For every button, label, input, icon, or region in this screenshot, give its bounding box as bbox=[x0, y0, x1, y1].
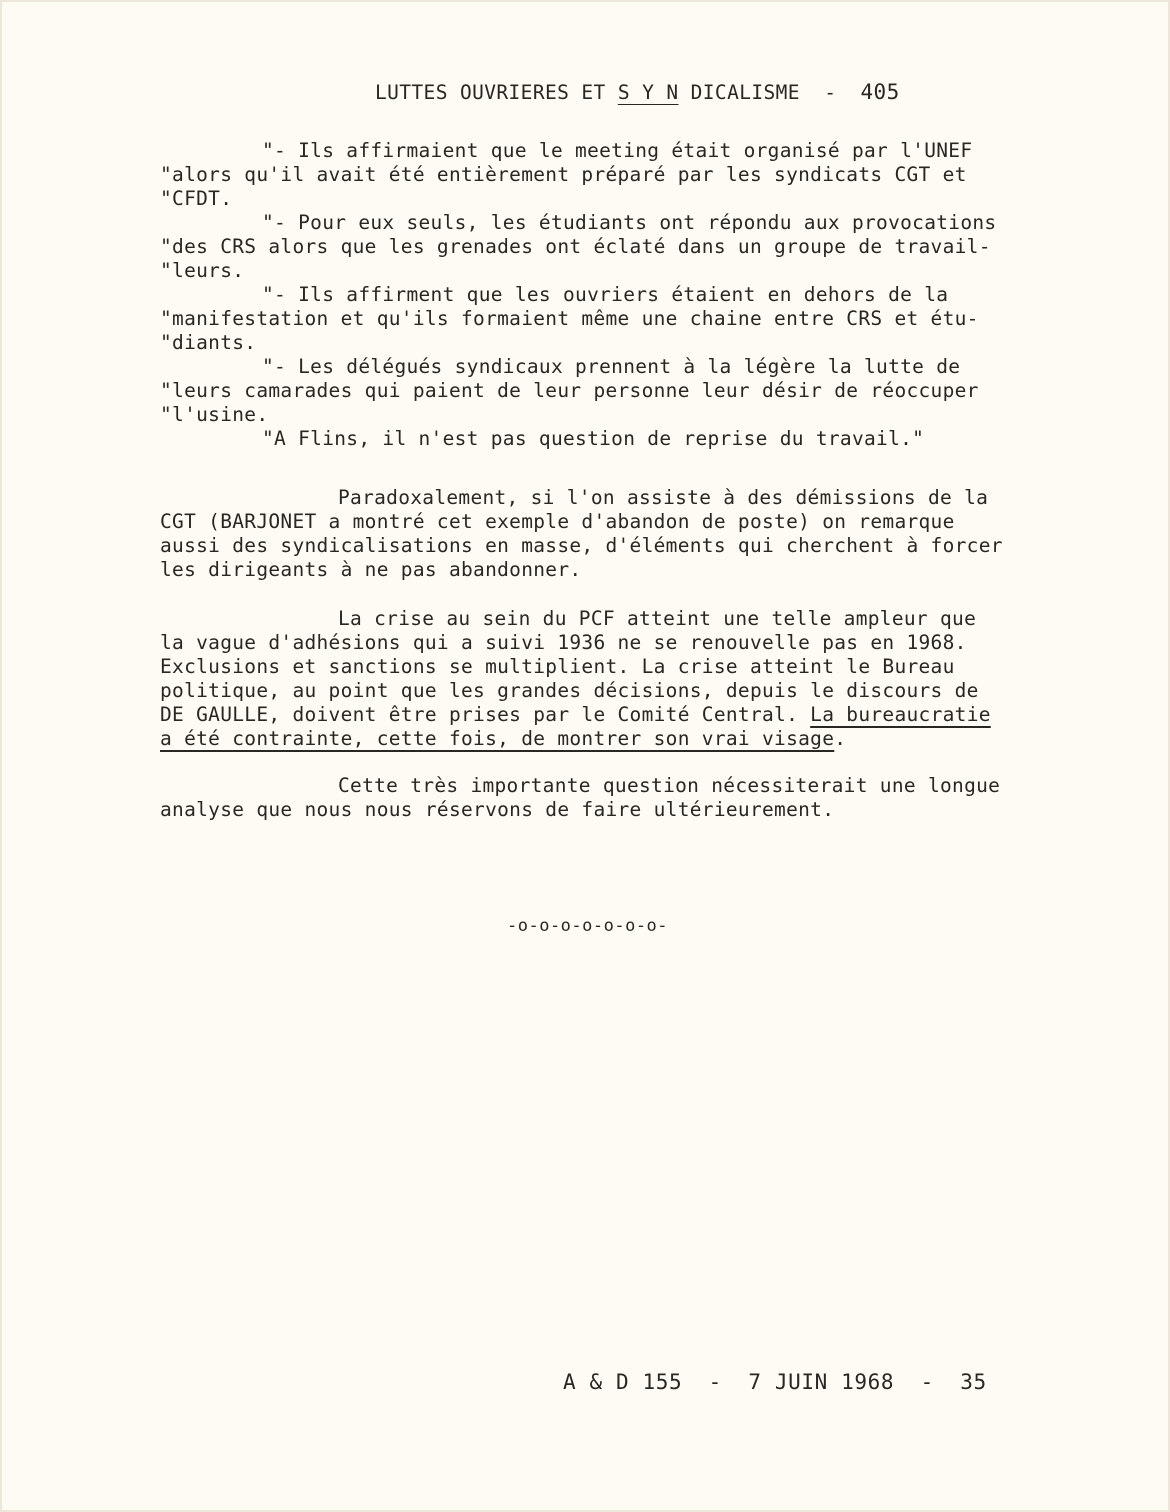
paragraph-line: La crise au sein du PCF atteint une telle ampleur que bbox=[338, 607, 977, 630]
quote-line: "l'usine. bbox=[160, 403, 269, 426]
quote-line: "A Flins, il n'est pas question de reprise du travail." bbox=[262, 427, 925, 450]
underlined-text: La bureaucratie bbox=[810, 703, 991, 726]
paragraph-text: DE GAULLE, doivent être prises par le Comité Central. bbox=[160, 703, 811, 726]
paragraph-line: la vague d'adhésions qui a suivi 1936 ne se renouvelle pas en 1968. bbox=[160, 631, 967, 654]
section-separator: -o-o-o-o-o-o-o- bbox=[507, 916, 669, 936]
page-footer: A & D 155 - 7 JUIN 1968 - 35 bbox=[563, 1370, 987, 1394]
quote-line: "CFDT. bbox=[160, 187, 233, 210]
quote-line: "manifestation et qu'ils formaient même une chaine entre CRS et étu- bbox=[160, 307, 979, 330]
header-title-underlined: S Y N bbox=[617, 81, 679, 104]
quote-line: "leurs. bbox=[160, 259, 245, 282]
header-title-left: LUTTES OUVRIERES ET bbox=[375, 81, 618, 104]
paragraph-line: analyse que nous nous réservons de faire ultérieurement. bbox=[160, 798, 835, 821]
underlined-text: a été contrainte, cette fois, de montrer son vrai visage bbox=[160, 727, 835, 750]
quote-line: "- Les délégués syndicaux prennent à la légère la lutte de bbox=[262, 355, 961, 378]
paragraph-line bbox=[160, 703, 991, 727]
page-number: 405 bbox=[860, 80, 900, 104]
quote-line: "des CRS alors que les grenades ont éclaté dans un groupe de travail- bbox=[160, 235, 991, 258]
page-header bbox=[375, 80, 900, 104]
paragraph-line: Paradoxalement, si l'on assiste à des démissions de la bbox=[338, 486, 989, 509]
quote-line: "leurs camarades qui paient de leur personne leur désir de réoccuper bbox=[160, 379, 979, 402]
paragraph-line: Cette très importante question nécessiterait une longue bbox=[338, 774, 1001, 797]
paragraph-line bbox=[160, 727, 846, 751]
quote-line: "- Ils affirment que les ouvriers étaient en dehors de la bbox=[262, 283, 949, 306]
paragraph-line: CGT (BARJONET a montré cet exemple d'abandon de poste) on remarque bbox=[160, 510, 955, 533]
quote-line: "diants. bbox=[160, 331, 257, 354]
paragraph-line: Exclusions et sanctions se multiplient. La crise atteint le Bureau bbox=[160, 655, 955, 678]
paragraph-line: politique, au point que les grandes décisions, depuis le discours de bbox=[160, 679, 979, 702]
paragraph-line: aussi des syndicalisations en masse, d'éléments qui cherchent à forcer bbox=[160, 534, 1003, 557]
header-title-right: DICALISME - bbox=[678, 81, 849, 104]
quote-line: "- Ils affirmaient que le meeting était organisé par l'UNEF bbox=[262, 139, 973, 162]
quote-line: "alors qu'il avait été entièrement préparé par les syndicats CGT et bbox=[160, 163, 967, 186]
quote-line: "- Pour eux seuls, les étudiants ont répondu aux provocations bbox=[262, 211, 997, 234]
paragraph-text: . bbox=[834, 727, 847, 750]
paragraph-line: les dirigeants à ne pas abandonner. bbox=[160, 558, 582, 581]
